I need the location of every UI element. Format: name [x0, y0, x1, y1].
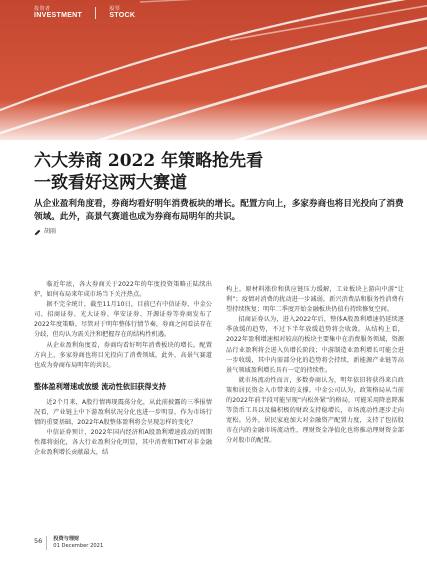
- paragraph: 近2个月来，A股行情再现震荡分化，从此前披露的三季报情况看，产业链上中下游盈利状况分化也进一步明显，作为市场行情的重要基础，2022年A股整体盈利将会呈现怎样的变化？: [34, 398, 212, 427]
- article-lede: 从企业盈利角度看，券商均看好明年消费板块的增长。配置方向上，多家券商也将目光投向了消费领域。此外，高景气赛道也成为券商布局明年的共识。: [34, 199, 404, 222]
- pen-icon: [34, 229, 41, 236]
- section-stock: [109, 6, 135, 20]
- page-number: 56: [34, 537, 43, 545]
- hero-image-running-track: [0, 0, 427, 140]
- section-investment: [34, 6, 82, 20]
- section-investment-cn: 投资者: [34, 6, 51, 12]
- section-stock-en: STOCK: [109, 12, 136, 19]
- paragraph: 从企业盈利角度看，券商均看好明年消费板块的增长。配置方向上，多家券商也将目光投向了消费领域。此外，高景气赛道也成为券商布局明年的共识。: [34, 341, 212, 369]
- author-name: 胡雨: [44, 228, 57, 235]
- article-headline: 六大券商 2022 年策略抢先看: [34, 151, 264, 171]
- section-stock-cn: 股票: [109, 6, 121, 12]
- paragraph: 中信证券预计，2022年国内经济和A股盈利增速波动的周期性都将弱化，各大行业盈利分化明显，其中消费和TMT对非金融企业盈利增长贡献最大，结: [34, 429, 212, 457]
- article-column-left: [34, 280, 212, 458]
- page-footer: [34, 536, 103, 550]
- paragraph: 临近年底，各大券商关于2022年的年度投资策略正陆续出炉，如何布局来年成市场当下关注热点。: [34, 281, 212, 299]
- paragraph: 据不完全统计，截至11月10日，目前已有中信证券、中金公司、招商证券、光大证券、华安证券、开源证券等券商发布了2022年度策略。尽管对于明年整体行情节奏，券商之间看法存在分歧，但均认为需关注和把握存在的结构性机遇。: [34, 301, 212, 339]
- magazine-info: [53, 536, 103, 549]
- author-byline: [34, 228, 56, 236]
- paragraph: 招商证券认为，进入2022年后，整体A股盈利增速仍延续逐季放缓的趋势，不过下半年放缓趋势将会收敛。从结构上看，2022年盈利增速相对较高的板块主要集中在消费服务领域，资源品行业盈利将会进入负增长阶段；中游制造业盈利增长可能会进一步收缓，其中内需部分化的趋势将会持续，新能源产业链等高景气领域盈利增长具有一定的持续性。: [226, 316, 404, 374]
- paragraph: 构上，原材料涨价和供应链压力缓解，工业板块上游向中游“让利”；疫情对消费的扰动进一步减弱，新兴消费品和服务性消费有望持续恢复；明年二季度开始金融板块仍值有持续修复空间。: [226, 286, 404, 314]
- hero-fade-overlay: [0, 100, 427, 140]
- section-tag: [34, 6, 143, 25]
- magazine-name: 投资与理财: [53, 536, 80, 542]
- section-investment-en: INVESTMENT: [34, 12, 83, 19]
- article-column-right: [226, 285, 404, 447]
- article-subhead: 一致看好这两大赛道: [34, 173, 187, 193]
- issue-date: 01 December 2021: [53, 542, 104, 549]
- footer-divider: [46, 536, 47, 550]
- section-divider: [95, 7, 96, 19]
- section-heading: 整体盈利增速或放缓 流动性依旧获得支持: [34, 381, 166, 391]
- paragraph: 就市场流动性而言，多数券商认为，明年依旧将获得来自政策和居民资金入市带来的支撑。中金公司认为，政策格局从当前的2022年前半段可能呈现“内松外紧”的格局，可能采用降息降准等货币工具以及偏积极的财政支持稳增长，市场流动性逐步走向宽松。另外，居民家庭加大对金融资产配置力度，支持了包括股市在内的金融市场流动性，理财资金净值化也将推动理财资金部分对股市的配置。: [226, 376, 404, 445]
